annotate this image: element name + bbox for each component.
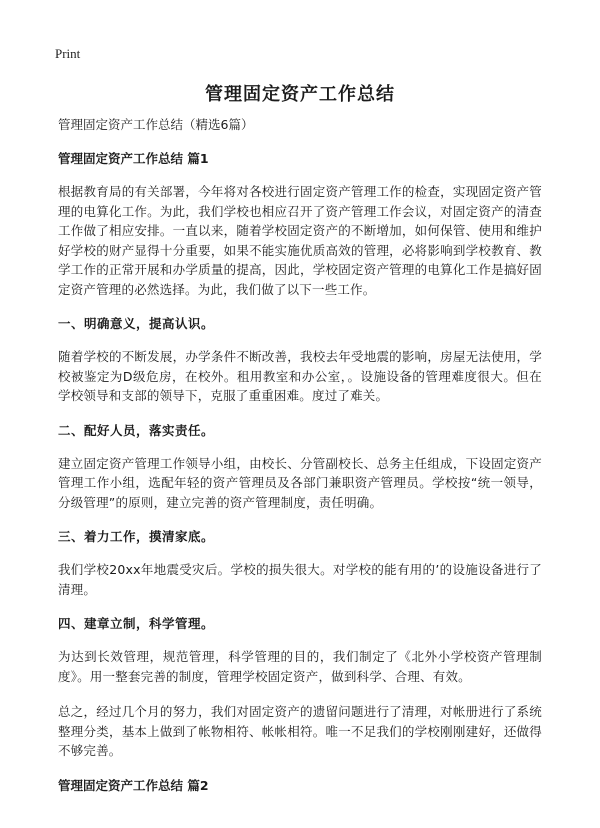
section-2-text: 建立固定资产管理工作领导小组，由校长、分管副校长、总务主任组成，下设固定资产管理工作小组，选配年轻的资产管理员及各部门兼职资产管理员。学校按“统一领导，分级管理”的原则，建立完善的资产管理制度，责任明确。 <box>58 455 542 510</box>
print-link[interactable]: Print <box>55 46 81 61</box>
section-1-heading: 一、明确意义，提高认识。 <box>58 316 215 331</box>
section-4-text: 为达到长效管理，规范管理，科学管理的目的，我们制定了《北外小学校资产管理制度》。用一整套完善的制度，管理学校固定资产，做到科学、合理、有效。 <box>58 649 542 684</box>
document-body <box>58 116 542 809</box>
section-3-text: 我们学校20xx年地震受灾后。学校的损失很大。对学校的能有用的’的设施设备进行了清理。 <box>58 562 542 597</box>
part-1-title: 管理固定资产工作总结 篇1 <box>58 151 209 166</box>
document-subtitle: 管理固定资产工作总结（精选6篇） <box>58 117 254 132</box>
intro-paragraph: 根据教育局的有关部署，今年将对各校进行固定资产管理工作的检查，实现固定资产管理的电算化工作。为此，我们学校也相应召开了资产管理工作会议，对固定资产的清查工作做了相应安排。一直以来，随着学校固定资产的不断增加，如何保管、使用和维护好学校的财产显得十分重要，如果不能实施优质高效的管理，必将影响到学校教育、教学工作的正常开展和办学质量的提高，因此，学校固定资产管理的电算化工作是搞好固定资产管理的必然选择。为此，我们做了以下一些工作。 <box>58 184 542 297</box>
document-title: 管理固定资产工作总结 <box>205 84 395 105</box>
section-4-heading: 四、建章立制，科学管理。 <box>58 616 215 631</box>
section-1-text: 随着学校的不断发展，办学条件不断改善，我校去年受地震的影响，房屋无法使用，学校被鉴定为D级危房，在校外。租用教室和办公室，。设施设备的管理难度很大。但在学校领导和支部的领导下，克服了重重困难。度过了难关。 <box>58 349 542 403</box>
summary-paragraph: 总之，经过几个月的努力，我们对固定资产的遗留问题进行了清理，对帐册进行了系统整理分类，基本上做到了帐物相符、帐帐相符。唯一不足我们的学校刚刚建好，还做得不够完善。 <box>58 704 542 758</box>
section-3-heading: 三、着力工作，摸清家底。 <box>58 529 215 544</box>
section-2-heading: 二、配好人员，落实责任。 <box>58 422 215 438</box>
part-2-title: 管理固定资产工作总结 篇2 <box>58 777 209 793</box>
